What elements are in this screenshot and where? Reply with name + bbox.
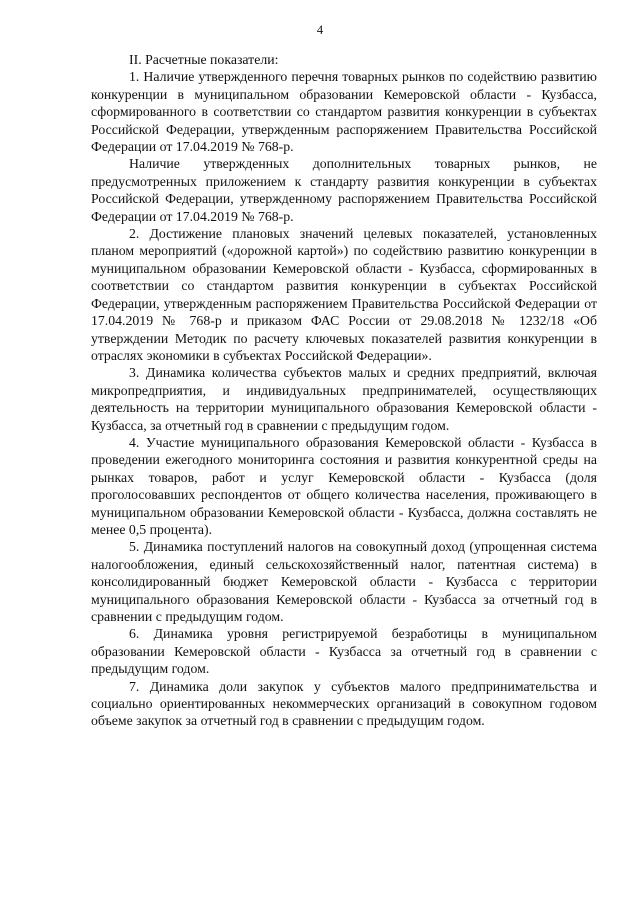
paragraph-item-4: 4. Участие муниципального образования Кемеровской области - Кузбасса в проведении ежегодного мониторинга состояния и развития конкурентной среды на рынках товаров, работ и услуг Кемеровской области - Кузбасса (доля проголосовавших респондентов от общего количества населения, проживающего в муниципальном образовании Кемеровской области - Кузбасса, должна составлять не менее 0,5 процента). xyxy=(91,434,597,537)
paragraph-item-2: 2. Достижение плановых значений целевых показателей, установленных планом мероприятий («дорожной картой») по содействию развитию конкуренции в муниципальном образовании Кемеровской области - Кузбасса, сформированных в соответствии со стандартом развития конкуренции в субъектах Российской Федерации, утвержденным распоряжением Правительства Российской Федерации от 17.04.2019 № 768-р и приказом ФАС России от 29.08.2018 № 1232/18 «Об утверждении Методик по расчету ключевых показателей развития конкуренции в отраслях экономики в субъектах Российской Федерации». xyxy=(91,226,597,363)
paragraph-item-1: 1. Наличие утвержденного перечня товарных рынков по содействию развитию конкуренции в муниципальном образовании Кемеровской области - Кузбасса, сформированного в соответствии со стандартом развития конкуренции в субъектах Российской Федерации, утвержденным распоряжением Правительства Российской Федерации от 17.04.2019 № 768-р. xyxy=(91,69,597,155)
document-body xyxy=(91,51,597,730)
section-heading: II. Расчетные показатели: xyxy=(129,52,279,67)
paragraph-item-5: 5. Динамика поступлений налогов на совокупный доход (упрощенная система налогообложения, единый сельскохозяйственный налог, патентная система) в консолидированный бюджет Кемеровской области - Кузбасса с территории муниципального образования Кемеровской области - Кузбасса за отчетный год в сравнении с предыдущим годом. xyxy=(91,539,597,624)
paragraph-item-7: 7. Динамика доли закупок у субъектов малого предпринимательства и социально ориентированных некоммерческих организаций в совокупном годовом объеме закупок за отчетный год в сравнении с предыдущим годом. xyxy=(91,678,597,729)
paragraph-item-6: 6. Динамика уровня регистрируемой безработицы в муниципальном образовании Кемеровской области - Кузбасса за отчетный год в сравнении с предыдущим годом. xyxy=(91,626,597,677)
paragraph-item-1-additional: Наличие утвержденных дополнительных товарных рынков, не предусмотренных приложением к стандарту развития конкуренции в субъектах Российской Федерации, утвержденному распоряжением Правительства Российской Федерации от 17.04.2019 № 768-р. xyxy=(91,156,597,224)
paragraph-item-3: 3. Динамика количества субъектов малых и средних предприятий, включая микропредприятия, и индивидуальных предпринимателей, осуществляющих деятельность на территории муниципального образования Кемеровской области - Кузбасса, за отчетный год в сравнении с предыдущим годом. xyxy=(91,365,597,433)
page-number: 4 xyxy=(316,23,324,37)
